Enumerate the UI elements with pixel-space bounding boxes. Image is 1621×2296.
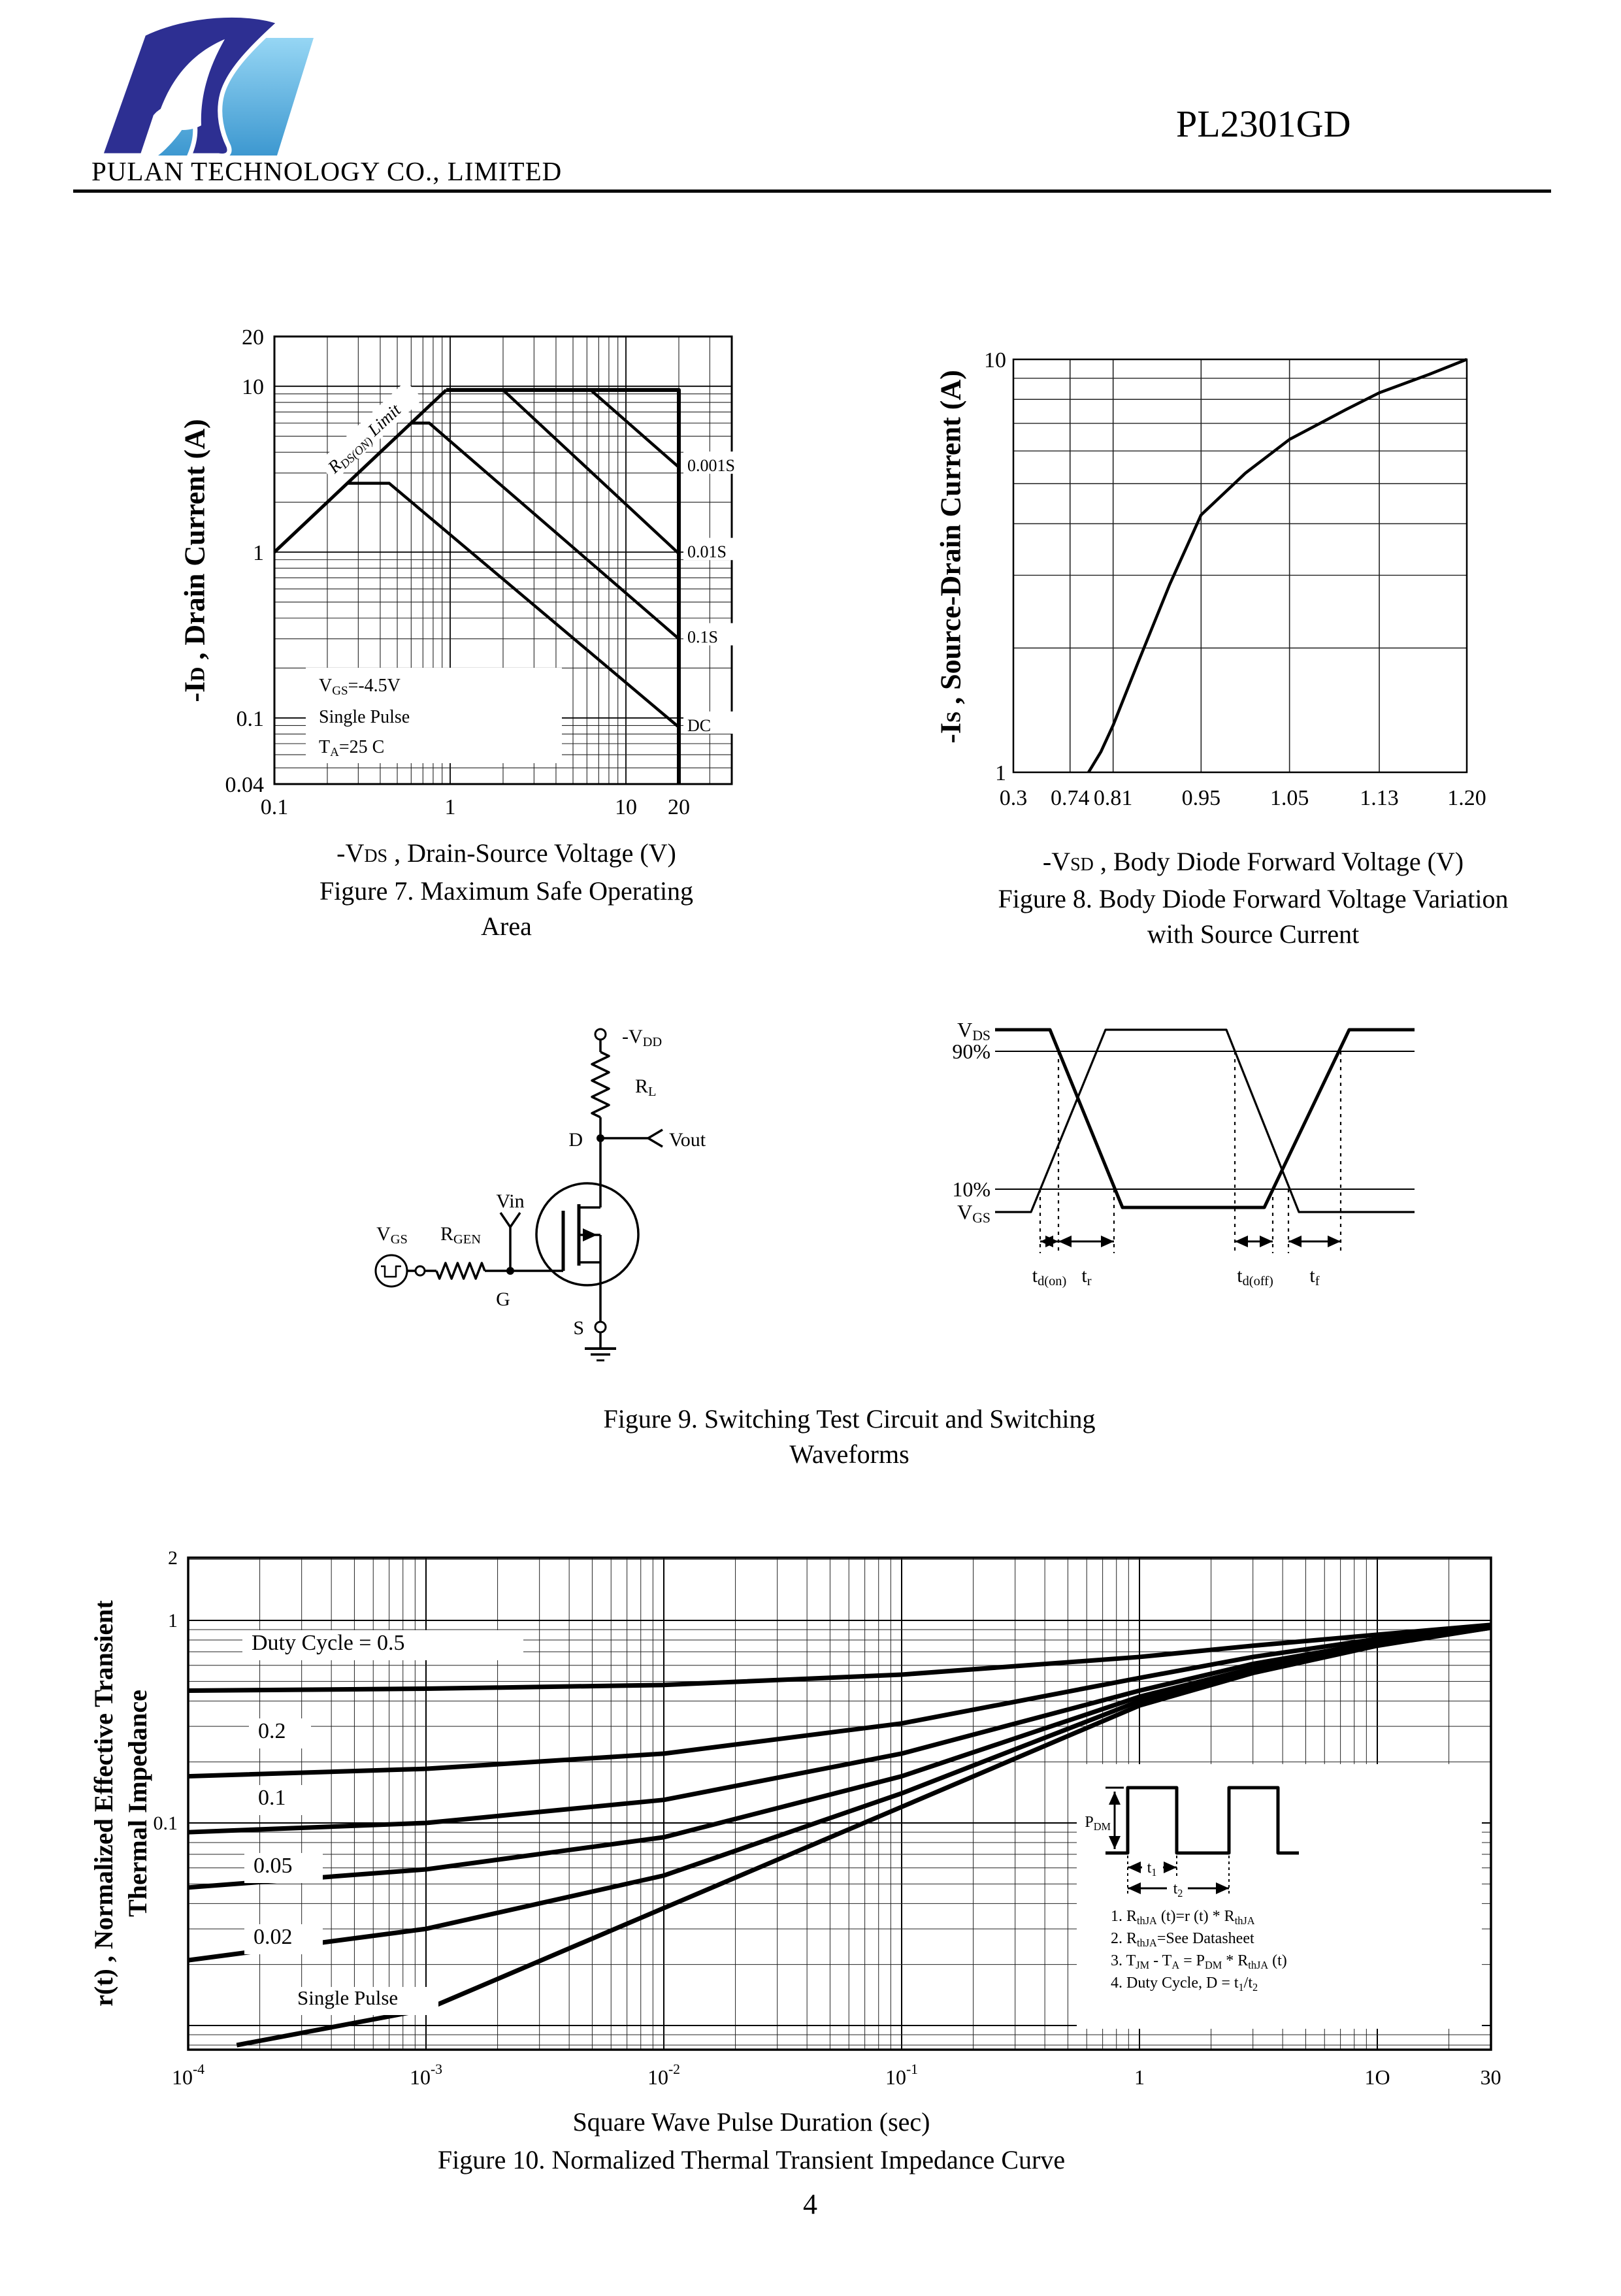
figure9-switching-waveforms <box>921 1009 1437 1304</box>
generator-terminal <box>416 1266 425 1275</box>
vgs-pulse-source <box>376 1255 407 1287</box>
fig10-curve-label: 0.02 <box>254 1925 293 1949</box>
figure8-svg <box>934 314 1535 830</box>
fig7-y-tick: 0.04 <box>225 772 264 797</box>
figure10-svg <box>78 1542 1535 2097</box>
s-label: S <box>573 1317 584 1339</box>
fig10-curve-label: 0.1 <box>258 1786 286 1810</box>
fig10-inset-note: 1. $R_{thJA}$ (t)=r $(t) * R_{thJA}$ <box>1111 1908 1255 1927</box>
figure8-caption-line1: Figure 8. Body Diode Forward Voltage Variation <box>998 884 1509 913</box>
td-on-label: td(on) <box>1032 1265 1067 1288</box>
header-rule <box>73 189 1551 193</box>
company-name: PULAN TECHNOLOGY CO., LIMITED <box>91 156 563 186</box>
fig10-inset-note: 4. Duty Cycle, $D = t_1/t_2$ <box>1111 1975 1258 1993</box>
vin-label: Vin <box>496 1190 525 1212</box>
fig7-y-tick: 10 <box>242 375 264 400</box>
figure7-soa-chart <box>222 307 784 827</box>
figure8-body-diode-chart <box>934 314 1535 833</box>
figure10-thermal-impedance-chart <box>78 1542 1535 2101</box>
figure7-x-axis-label: -VDS , Drain-Source Voltage (V) <box>336 838 676 868</box>
fig10-y-tick: 0.1 <box>153 1812 178 1834</box>
figure7-caption-line2: Area <box>481 911 532 941</box>
company-logo <box>91 9 321 162</box>
fig10-curve-label: Single Pulse <box>297 1986 399 2009</box>
fig10-curve-label: 0.05 <box>254 1854 293 1878</box>
fig7-cond-ta: TA=25 C <box>319 737 385 759</box>
page-number: 4 <box>803 2188 817 2220</box>
fig7-curve-label: 0.01S <box>687 542 727 562</box>
vgs-label: VGS <box>957 1200 991 1226</box>
fig10-y-tick: 1 <box>168 1610 178 1632</box>
fig8-y-tick: 10 <box>984 348 1006 372</box>
td-off-label: td(off) <box>1237 1265 1273 1288</box>
fig10-x-tick: $10^{-1}$ <box>885 2061 919 2089</box>
fig7-x-tick: 10 <box>615 795 637 819</box>
fig7-y-tick: 1 <box>253 541 264 565</box>
vds-label: VDS <box>957 1018 991 1043</box>
pdm-label: $P_{DM}$ <box>1085 1814 1111 1833</box>
fig7-x-tick: 1 <box>444 795 456 819</box>
vout-label: Vout <box>669 1129 706 1151</box>
part-number: PL2301GD <box>1176 103 1351 145</box>
mosfet-arrow <box>583 1228 597 1241</box>
figure10-caption: Figure 10. Normalized Thermal Transient Impedance Curve <box>437 2145 1066 2174</box>
fig7-rdson-limit-label <box>318 381 424 482</box>
fig10-y-tick: 2 <box>168 1547 178 1569</box>
fig8-x-tick: 0.3 <box>999 786 1028 810</box>
fig7-curve-label: DC <box>687 715 712 735</box>
t1-label: $t_1$ <box>1147 1860 1157 1878</box>
figure10-y-axis-label <box>87 1600 155 2007</box>
fig7-x-tick: 0.1 <box>260 795 289 819</box>
tf-label: tf <box>1309 1265 1320 1288</box>
fig8-x-tick: 1.13 <box>1360 786 1399 810</box>
fig10-x-tick: $10^{-3}$ <box>409 2061 443 2089</box>
fig8-grid <box>1013 359 1467 772</box>
g-label: G <box>496 1288 510 1310</box>
fig10-inset-note: 3. $T_{JM} - T_A = P_{DM} * R_{thJA}$ (t) <box>1111 1952 1287 1971</box>
figure9-circuit-svg <box>353 1009 745 1375</box>
fig10-x-tick: $10^{-2}$ <box>647 2061 681 2089</box>
rl-label: RL <box>635 1075 657 1099</box>
fig8-x-tick: 0.74 <box>1051 786 1090 810</box>
fig8-x-tick: 0.95 <box>1181 786 1221 810</box>
fig10-x-tick: 1O <box>1364 2065 1390 2089</box>
fig10-inset-note: 2. $R_{thJA}=See$ Datasheet <box>1111 1930 1254 1949</box>
fig8-tick-labels <box>984 348 1486 810</box>
fig7-curve-label: 0.001S <box>687 456 735 476</box>
fig8-x-tick: 1.20 <box>1447 786 1486 810</box>
figure9-caption-line2: Waveforms <box>789 1439 909 1469</box>
fig10-curve-label: 0.2 <box>258 1719 286 1743</box>
fig10-inset <box>1077 1764 1482 2029</box>
fig10-x-tick: 30 <box>1480 2065 1501 2089</box>
fig10-curve-label: Duty Cycle = 0.5 <box>252 1631 405 1655</box>
figure7-caption-line1: Figure 7. Maximum Safe Operating <box>319 876 694 906</box>
figure8-caption-line2: with Source Current <box>1147 919 1360 949</box>
fig7-y-tick: 0.1 <box>236 706 264 731</box>
vgs-source-label: VGS <box>376 1223 408 1247</box>
figure7-y-axis-label: -ID , Drain Current (A) <box>178 419 211 702</box>
figure10-y-axis-label-line1: r(t) , Normalized Effective Transient <box>89 1600 118 2007</box>
fig10-x-tick: $10^{-4}$ <box>171 2061 205 2089</box>
fig7-cond-pulse: Single Pulse <box>319 707 410 727</box>
source-terminal <box>595 1322 606 1332</box>
tr-label: tr <box>1081 1265 1092 1288</box>
figure8-y-axis-label: -IS , Source-Drain Current (A) <box>934 370 967 744</box>
fig7-curve-label: 0.1S <box>687 627 718 647</box>
rgen-label: RGEN <box>440 1223 481 1247</box>
figure9-test-circuit <box>353 1009 745 1379</box>
vdd-terminal <box>595 1029 606 1040</box>
fig8-plot-border <box>1013 359 1467 772</box>
90pct-label: 90% <box>952 1040 991 1063</box>
fig8-x-tick: 0.81 <box>1093 786 1133 810</box>
figure9-caption-line1: Figure 9. Switching Test Circuit and Switching <box>603 1404 1096 1434</box>
fig7-x-tick: 20 <box>667 795 690 819</box>
fig8-y-tick: 1 <box>995 761 1006 785</box>
t2-label: $t_2$ <box>1173 1880 1183 1899</box>
vds-waveform <box>995 1030 1415 1207</box>
figure7-svg <box>222 307 784 823</box>
figure8-x-axis-label: -VSD , Body Diode Forward Voltage (V) <box>1042 847 1464 876</box>
vdd-label: -VDD <box>622 1026 663 1049</box>
figure10-x-axis-label: Square Wave Pulse Duration (sec) <box>572 2107 930 2137</box>
d-label: D <box>568 1129 583 1151</box>
10pct-label: 10% <box>952 1177 991 1201</box>
fig8-curve <box>1089 359 1467 772</box>
fig10-x-tick: 1 <box>1134 2065 1145 2089</box>
figure9-waveform-svg <box>921 1009 1437 1300</box>
fig7-cond-vgs: VGS=-4.5V <box>319 676 401 698</box>
rdson-limit-text: RDS(ON) Limit <box>323 400 405 477</box>
fig8-x-tick: 1.05 <box>1269 786 1309 810</box>
fig7-y-tick: 20 <box>242 325 264 350</box>
figure10-y-axis-label-line2: Thermal Impedance <box>123 1690 152 1917</box>
